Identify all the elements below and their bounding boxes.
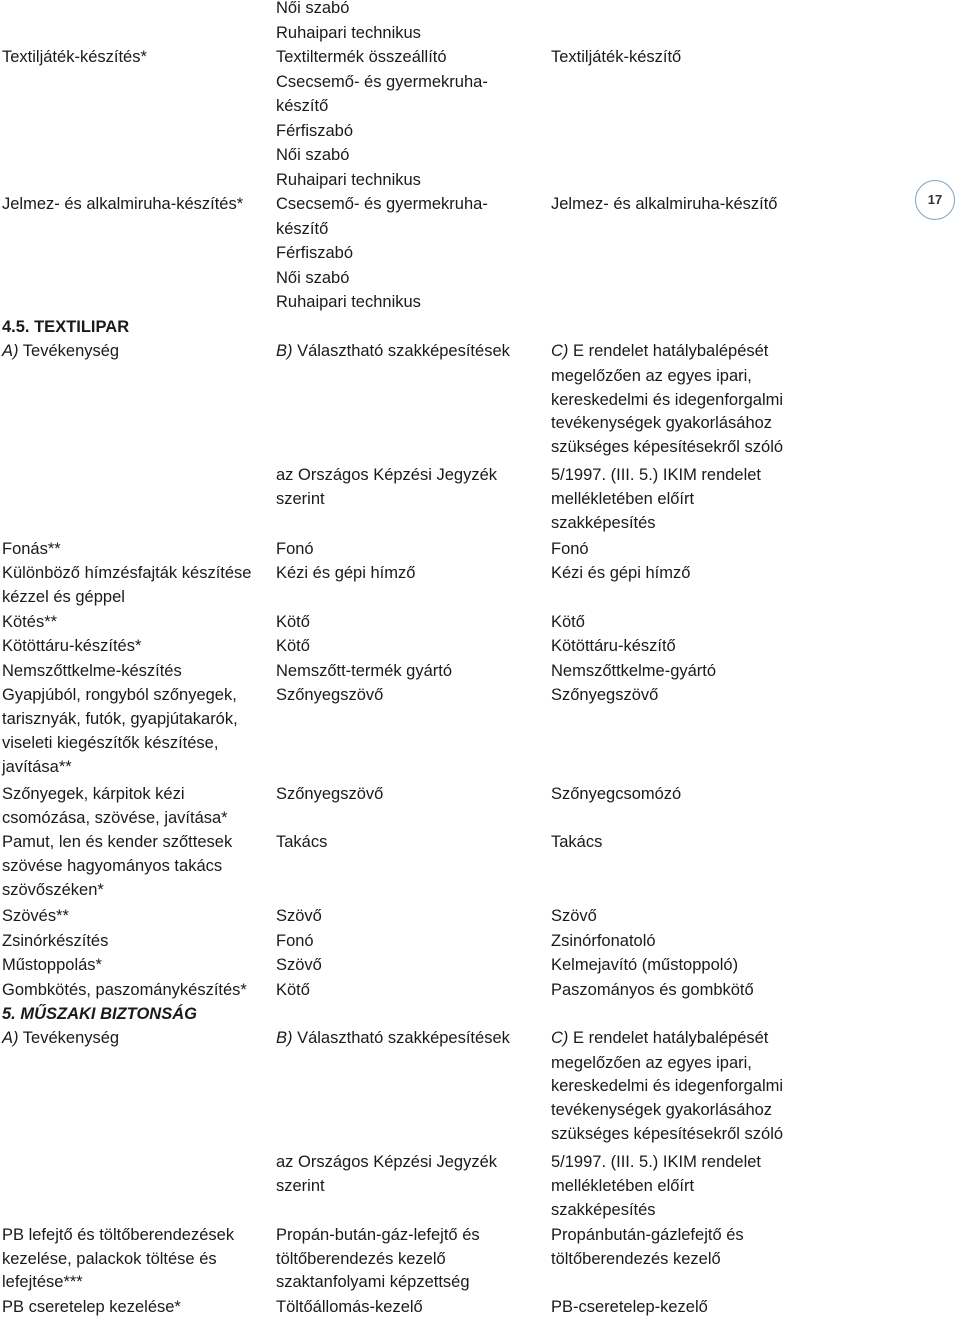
top-textil-activity: Textiljáték-készítés* [2,48,147,66]
row-activity: kezelése, palackok töltése és [2,1250,217,1268]
column-subheader-b: az Országos Képzési Jegyzék [276,466,498,484]
column-header-b: B) Választható szakképesítések [276,1029,510,1047]
top-c2-line: Női szabó [276,146,350,164]
row-prior-qualification: Zsinórfonatoló [551,932,656,950]
column-subheader-c: mellékletében előírt [551,490,695,508]
row-activity: Kötés** [2,613,58,631]
top-c2-line: Ruhaipari technikus [276,293,421,311]
row-qualification: Szövő [276,956,322,974]
column-subheader-b: az Országos Képzési Jegyzék [276,1153,498,1171]
row-activity: tarisznyák, futók, gyapjútakarók, [2,710,238,728]
top-c2-line: készítő [276,97,329,115]
row-activity: Műstoppolás* [2,956,102,974]
top-textil-qualification: Textiljáték-készítő [551,48,682,66]
column-header-c: C) E rendelet hatálybalépését [551,342,769,360]
column-header-c-line: kereskedelmi és idegenforgalmi [551,1077,784,1095]
top-c2-line: Textiltermék összeállító [276,48,447,66]
column-subheader-c: 5/1997. (III. 5.) IKIM rendelet [551,1153,762,1171]
row-activity: PB lefejtő és töltőberendezések [2,1226,235,1244]
row-qualification: Takács [276,833,328,851]
top-c2-line: Női szabó [276,0,350,17]
row-activity: Fonás** [2,540,61,558]
row-activity: szövőszéken* [2,881,104,899]
row-activity: Zsinórkészítés [2,932,109,950]
row-qualification: Fonó [276,540,314,558]
row-activity: PB cseretelep kezelése* [2,1298,181,1316]
row-prior-qualification: Fonó [551,540,589,558]
top-jelmez-qualification: Jelmez- és alkalmiruha-készítő [551,195,778,213]
top-c2-line: készítő [276,220,329,238]
top-c2-line: Női szabó [276,269,350,287]
column-subheader-c: 5/1997. (III. 5.) IKIM rendelet [551,466,762,484]
row-prior-qualification: Kézi és gépi hímző [551,564,691,582]
row-qualification: Propán-bután-gáz-lefejtő és [276,1226,480,1244]
row-qualification: Nemszőtt-termék gyártó [276,662,453,680]
row-qualification: Szőnyegszövő [276,785,384,803]
column-header-a: A) Tevékenység [2,1029,120,1047]
section-title: 5. MŰSZAKI BIZTONSÁG [2,1005,197,1023]
row-qualification: Kézi és gépi hímző [276,564,416,582]
row-prior-qualification: PB-cseretelep-kezelő [551,1298,708,1316]
column-header-c-line: szükséges képesítésekről szóló [551,1125,784,1143]
top-c2-line: Férfiszabó [276,244,354,262]
row-activity: javítása** [2,758,72,776]
row-activity: Szőnyegek, kárpitok kézi [2,785,185,803]
row-activity: Gombkötés, paszománykészítés* [2,981,247,999]
row-qualification: Szövő [276,907,322,925]
row-activity: kézzel és géppel [2,588,125,606]
column-header-c-line: tevékenységek gyakorlásához [551,414,773,432]
row-qualification: Fonó [276,932,314,950]
top-c2-line: Csecsemő- és gyermekruha- [276,73,488,91]
row-prior-qualification: Paszományos és gombkötő [551,981,754,999]
row-qualification: Kötő [276,613,310,631]
column-header-c-line: tevékenységek gyakorlásához [551,1101,773,1119]
row-prior-qualification: Szövő [551,907,597,925]
row-prior-qualification: Nemszőttkelme-gyártó [551,662,717,680]
row-qualification: Kötő [276,981,310,999]
top-jelmez-activity: Jelmez- és alkalmiruha-készítés* [2,195,244,213]
column-header-c-line: megelőzően az egyes ipari, [551,367,752,385]
row-activity: lefejtése*** [2,1273,83,1291]
top-c2-line: Csecsemő- és gyermekruha- [276,195,488,213]
column-header-c-line: megelőzően az egyes ipari, [551,1054,752,1072]
row-activity: Nemszőttkelme-készítés [2,662,182,680]
column-header-c-line: szükséges képesítésekről szóló [551,438,784,456]
row-activity: Gyapjúból, rongyból szőnyegek, [2,686,237,704]
section-title: 4.5. TEXTILIPAR [2,318,130,336]
row-qualification: Kötő [276,637,310,655]
column-header-b: B) Választható szakképesítések [276,342,510,360]
row-qualification: töltőberendezés kezelő [276,1250,446,1268]
column-subheader-c: szakképesítés [551,514,656,532]
row-prior-qualification: Kötöttáru-készítő [551,637,676,655]
column-header-a: A) Tevékenység [2,342,120,360]
top-c2-line: Ruhaipari technikus [276,171,421,189]
page-number-badge: 17 [915,180,955,220]
top-c2-line: Férfiszabó [276,122,354,140]
row-prior-qualification: Propánbután-gázlefejtő és [551,1226,744,1244]
row-prior-qualification: Szőnyegcsomózó [551,785,682,803]
row-activity: csomózása, szövése, javítása* [2,809,228,827]
row-activity: Szövés** [2,907,69,925]
row-activity: Pamut, len és kender szőttesek [2,833,233,851]
row-activity: viseleti kiegészítők készítése, [2,734,219,752]
row-prior-qualification: Szőnyegszövő [551,686,659,704]
row-prior-qualification: Takács [551,833,603,851]
row-qualification: szaktanfolyami képzettség [276,1273,470,1291]
top-c2-line: Ruhaipari technikus [276,24,421,42]
row-prior-qualification: Kelmejavító (műstoppoló) [551,956,739,974]
row-prior-qualification: Kötő [551,613,585,631]
row-activity: Különböző hímzésfajták készítése [2,564,252,582]
column-subheader-c: mellékletében előírt [551,1177,695,1195]
column-header-c-line: kereskedelmi és idegenforgalmi [551,391,784,409]
row-activity: szövése hagyományos takács [2,857,223,875]
column-subheader-c: szakképesítés [551,1201,656,1219]
row-activity: Kötöttáru-készítés* [2,637,142,655]
column-subheader-b: szerint [276,490,325,508]
row-prior-qualification: töltőberendezés kezelő [551,1250,721,1268]
column-header-c: C) E rendelet hatálybalépését [551,1029,769,1047]
column-subheader-b: szerint [276,1177,325,1195]
row-qualification: Szőnyegszövő [276,686,384,704]
row-qualification: Töltőállomás-kezelő [276,1298,423,1316]
